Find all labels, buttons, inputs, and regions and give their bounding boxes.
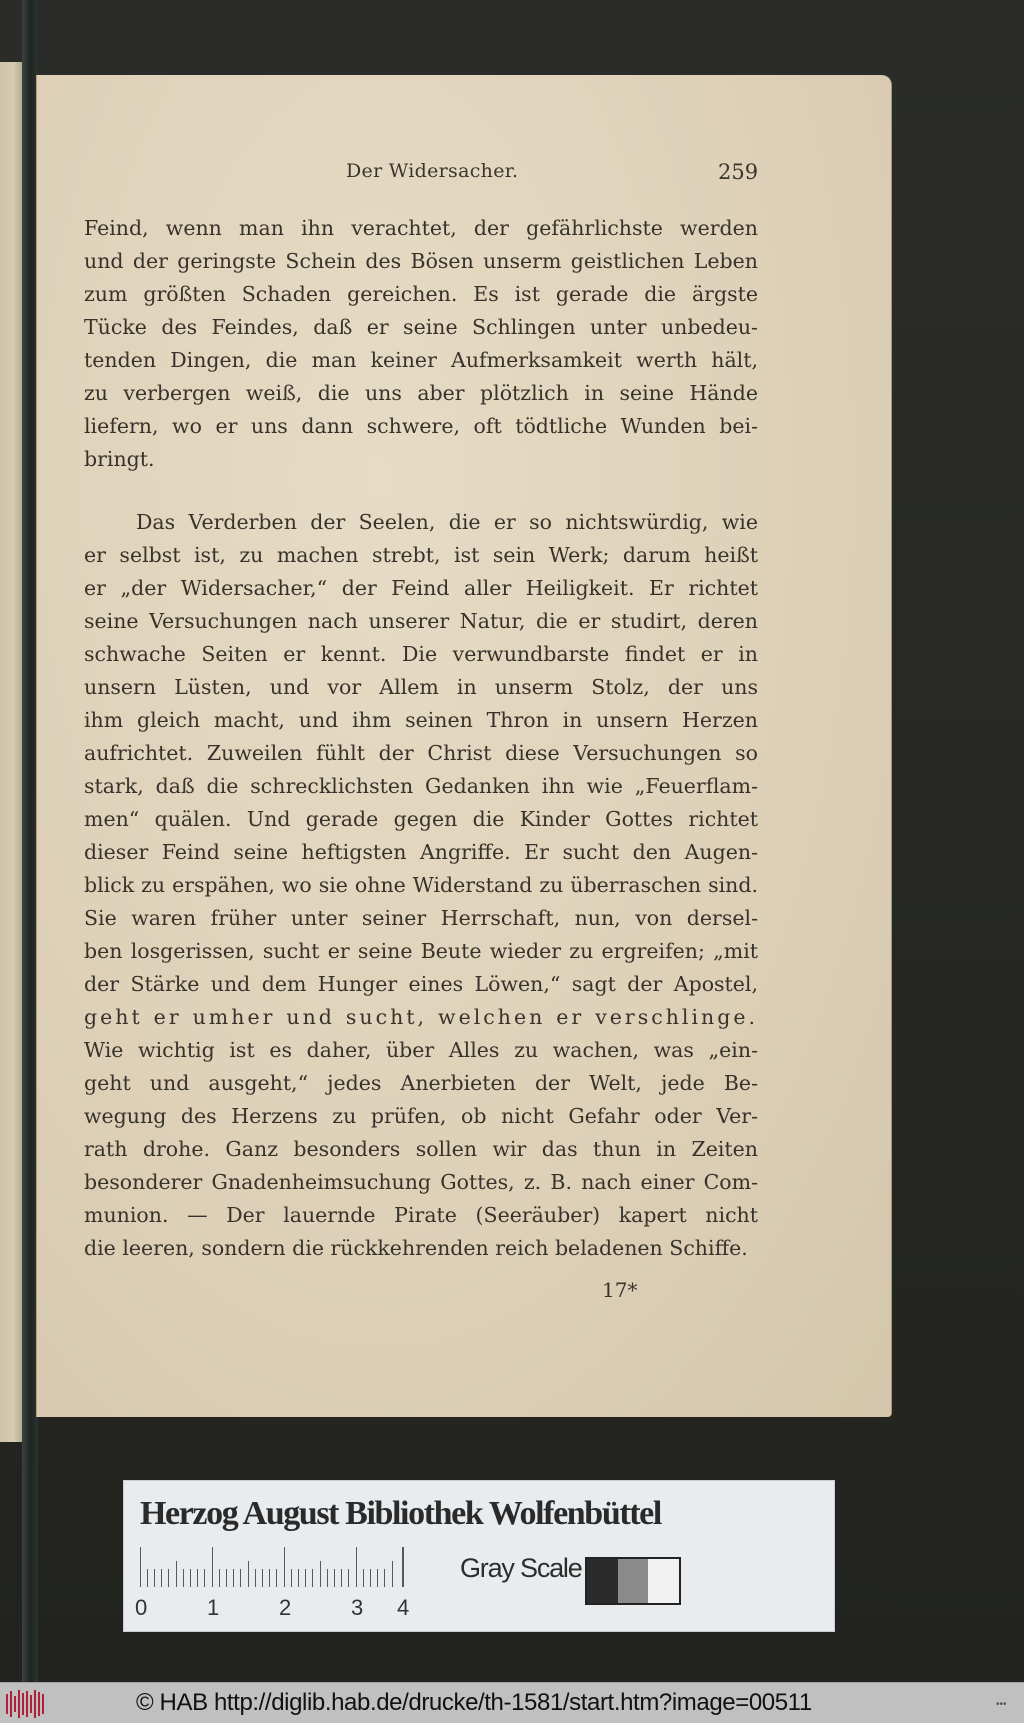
paragraph-gap <box>84 476 758 506</box>
text-line: er selbst ist, zu machen strebt, ist sein Werk; darum heißt <box>84 543 758 567</box>
ruler-minor-tick <box>377 1569 378 1587</box>
text-line: und der geringste Schein des Bösen unserm geistlichen Leben <box>84 249 758 273</box>
ruler-minor-tick <box>269 1569 270 1587</box>
text-line: besonderer Gnadenheimsuchung Gottes, z. B. nach einer Com- <box>84 1170 758 1194</box>
swatch-light <box>648 1559 679 1603</box>
color-calibration-card <box>123 1480 835 1632</box>
library-name: Herzog August Bibliothek Wolfenbüttel <box>140 1495 661 1532</box>
text-line: zum größten Schaden gereichen. Es ist gerade die ärgste <box>84 282 758 306</box>
centimeter-ruler <box>135 1547 410 1620</box>
ruler-label: 4 <box>397 1595 410 1620</box>
ruler-minor-tick <box>327 1569 328 1587</box>
ruler-minor-tick <box>161 1569 162 1587</box>
ruler-minor-tick <box>233 1569 234 1587</box>
previous-page-edge <box>0 62 23 1442</box>
body-text <box>84 212 758 1265</box>
text-line: Das Verderben der Seelen, die er so nichtswürdig, wie <box>136 510 758 534</box>
ruler-minor-tick <box>312 1569 313 1587</box>
ruler-major-tick <box>284 1547 285 1587</box>
ruler-minor-tick <box>370 1569 371 1587</box>
ruler-major-tick <box>140 1547 141 1587</box>
ruler-minor-tick <box>168 1569 169 1587</box>
ruler-minor-tick <box>226 1569 227 1587</box>
copyright-link[interactable]: © HAB http://diglib.hab.de/drucke/th-1581/start.htm?image=00511 <box>136 1689 812 1716</box>
text-line: wegung des Herzens zu prüfen, ob nicht Gefahr oder Ver- <box>84 1104 758 1128</box>
more-menu-icon[interactable]: ••• <box>996 1699 1007 1710</box>
ruler-minor-tick <box>305 1569 306 1587</box>
text-line: Tücke des Feindes, daß er seine Schlingen unter unbedeu- <box>84 315 758 339</box>
text-line: Wie wichtig ist es daher, über Alles zu wachen, was „ein- <box>84 1038 758 1062</box>
text-line: tenden Dingen, die man keiner Aufmerksamkeit werth hält, <box>84 348 758 372</box>
ruler-label: 1 <box>207 1595 220 1620</box>
ruler-minor-tick <box>363 1569 364 1587</box>
text-line: Feind, wenn man ihn verachtet, der gefährlichste werden <box>84 216 758 240</box>
signature-mark: 17* <box>602 1278 638 1302</box>
grayscale-swatch <box>585 1557 681 1605</box>
viewer-footer <box>0 1682 1024 1723</box>
text-line: seine Versuchungen nach unserer Natur, die er studirt, deren <box>84 609 758 633</box>
swatch-mid <box>618 1559 649 1603</box>
ruler-half-tick <box>176 1561 177 1587</box>
grayscale-label: Gray Scale <box>460 1553 582 1583</box>
ruler-minor-tick <box>183 1569 184 1587</box>
ruler-major-tick <box>212 1547 213 1587</box>
running-title: Der Widersacher. <box>346 160 519 182</box>
ruler-minor-tick <box>190 1569 191 1587</box>
page-number: 259 <box>718 160 759 184</box>
text-line: geht und ausgeht,“ jedes Anerbieten der Welt, jede Be- <box>84 1071 758 1095</box>
text-line: der Stärke und dem Hunger eines Löwen,“ sagt der Apostel, <box>84 972 758 996</box>
text-line: rath drohe. Ganz besonders sollen wir das thun in Zeiten <box>84 1137 758 1161</box>
text-line: stark, daß die schrecklichsten Gedanken ihn wie „Feuerflam- <box>84 774 758 798</box>
ruler-half-tick <box>248 1561 249 1587</box>
hab-logo-icon[interactable] <box>6 1690 46 1718</box>
text-line: die leeren, sondern die rückkehrenden reich beladenen Schiffe. <box>84 1236 748 1260</box>
text-line-spaced-emphasis: geht er umher und sucht, welchen er verschlinge. <box>84 1005 758 1029</box>
text-line: er „der Widersacher,“ der Feind aller Heiligkeit. Er richtet <box>84 576 758 600</box>
book-page <box>36 75 892 1417</box>
text-line: men“ quälen. Und gerade gegen die Kinder Gottes richtet <box>84 807 758 831</box>
ruler-label: 3 <box>351 1595 364 1620</box>
text-line: munion. — Der lauernde Pirate (Seeräuber) kapert nicht <box>84 1203 758 1227</box>
ruler-minor-tick <box>262 1569 263 1587</box>
ruler-minor-tick <box>276 1569 277 1587</box>
ruler-half-tick <box>392 1561 393 1587</box>
ruler-minor-tick <box>334 1569 335 1587</box>
ruler-minor-tick <box>154 1569 155 1587</box>
text-line: zu verbergen weiß, die uns aber plötzlich in seine Hände <box>84 381 758 405</box>
text-line: unsern Lüsten, und vor Allem in unserm Stolz, der uns <box>84 675 758 699</box>
ruler-label: 0 <box>135 1595 148 1620</box>
running-head <box>36 160 892 186</box>
swatch-dark <box>587 1559 618 1603</box>
ruler-label: 2 <box>279 1595 292 1620</box>
text-line: blick zu erspähen, wo sie ohne Widerstand zu überraschen sind. <box>84 873 758 897</box>
ruler-minor-tick <box>219 1569 220 1587</box>
ruler-minor-tick <box>298 1569 299 1587</box>
text-line: liefern, wo er uns dann schwere, oft tödtliche Wunden bei- <box>84 414 758 438</box>
ruler-minor-tick <box>255 1569 256 1587</box>
text-line: Sie waren früher unter seiner Herrschaft, nun, von dersel- <box>84 906 758 930</box>
ruler-minor-tick <box>291 1569 292 1587</box>
ruler-minor-tick <box>204 1569 205 1587</box>
ruler-minor-tick <box>341 1569 342 1587</box>
ruler-major-tick <box>356 1547 357 1587</box>
text-line: ben losgerissen, sucht er seine Beute wieder zu ergreifen; „mit <box>84 939 758 963</box>
ruler-half-tick <box>320 1561 321 1587</box>
ruler-minor-tick <box>240 1569 241 1587</box>
text-line: schwache Seiten er kennt. Die verwundbarste findet er in <box>84 642 758 666</box>
text-line: bringt. <box>84 447 155 471</box>
text-line: ihm gleich macht, und ihm seinen Thron in unsern Herzen <box>84 708 758 732</box>
text-line: dieser Feind seine heftigsten Angriffe. Er sucht den Augen- <box>84 840 758 864</box>
ruler-minor-tick <box>197 1569 198 1587</box>
ruler-minor-tick <box>147 1569 148 1587</box>
ruler-minor-tick <box>348 1569 349 1587</box>
ruler-minor-tick <box>384 1569 385 1587</box>
ruler-end-tick <box>402 1547 404 1587</box>
text-line: aufrichtet. Zuweilen fühlt der Christ diese Versuchungen so <box>84 741 758 765</box>
